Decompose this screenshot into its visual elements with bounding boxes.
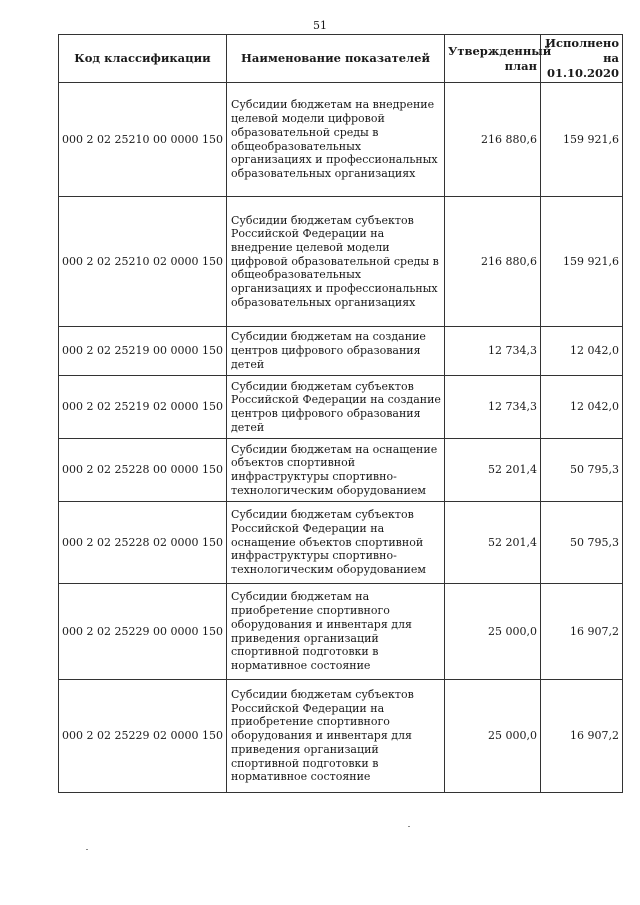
table-row — [59, 376, 623, 439]
row-code: 000 2 02 25228 00 0000 150 — [59, 439, 227, 502]
table-row — [59, 327, 623, 376]
row-executed: 16 907,2 — [541, 584, 623, 680]
row-plan: 216 880,6 — [445, 83, 541, 197]
header-code: Код классификации — [59, 35, 227, 83]
row-code: 000 2 02 25229 00 0000 150 — [59, 584, 227, 680]
row-plan: 25 000,0 — [445, 680, 541, 793]
row-name: Субсидии бюджетам субъектов Российской Федерации на приобретение спортивного оборудования и инвентаря для приведения организаций спортивной подготовки в нормативное состояние — [227, 680, 445, 793]
row-code: 000 2 02 25228 02 0000 150 — [59, 502, 227, 584]
table-row — [59, 439, 623, 502]
table-row — [59, 83, 623, 197]
table-header-row — [59, 35, 623, 83]
row-name: Субсидии бюджетам на создание центров цифрового образования детей — [227, 327, 445, 376]
row-name: Субсидии бюджетам на внедрение целевой модели цифровой образовательной среды в общеобразовательных организациях и профессиональных образовательных организациях — [227, 83, 445, 197]
header-name: Наименование показателей — [227, 35, 445, 83]
header-plan: Утвержденный план — [445, 35, 541, 83]
row-code: 000 2 02 25229 02 0000 150 — [59, 680, 227, 793]
row-plan: 12 734,3 — [445, 327, 541, 376]
row-executed: 50 795,3 — [541, 439, 623, 502]
row-plan: 52 201,4 — [445, 502, 541, 584]
table-row — [59, 584, 623, 680]
page-number: 51 — [313, 19, 327, 32]
row-plan: 52 201,4 — [445, 439, 541, 502]
row-name: Субсидии бюджетам субъектов Российской Федерации на внедрение целевой модели цифровой образовательной среды в общеобразовательных организациях и профессиональных образовательных организациях — [227, 197, 445, 327]
row-code: 000 2 02 25210 02 0000 150 — [59, 197, 227, 327]
row-name: Субсидии бюджетам на приобретение спортивного оборудования и инвентаря для приведения организаций спортивной подготовки в нормативное состояние — [227, 584, 445, 680]
row-executed: 159 921,6 — [541, 197, 623, 327]
row-plan: 216 880,6 — [445, 197, 541, 327]
row-code: 000 2 02 25219 00 0000 150 — [59, 327, 227, 376]
row-executed: 12 042,0 — [541, 376, 623, 439]
row-plan: 12 734,3 — [445, 376, 541, 439]
table-row — [59, 680, 623, 793]
scan-speck — [408, 826, 410, 827]
scan-speck — [86, 849, 88, 850]
row-name: Субсидии бюджетам на оснащение объектов спортивной инфраструктуры спортивно-технологическим оборудованием — [227, 439, 445, 502]
row-plan: 25 000,0 — [445, 584, 541, 680]
row-name: Субсидии бюджетам субъектов Российской Федерации на создание центров цифрового образования детей — [227, 376, 445, 439]
table-row — [59, 502, 623, 584]
row-executed: 12 042,0 — [541, 327, 623, 376]
row-executed: 50 795,3 — [541, 502, 623, 584]
row-executed: 16 907,2 — [541, 680, 623, 793]
header-executed: Исполнено на 01.10.2020 — [541, 35, 623, 83]
budget-table — [58, 34, 623, 793]
row-executed: 159 921,6 — [541, 83, 623, 197]
row-code: 000 2 02 25219 02 0000 150 — [59, 376, 227, 439]
table-row — [59, 197, 623, 327]
row-code: 000 2 02 25210 00 0000 150 — [59, 83, 227, 197]
row-name: Субсидии бюджетам субъектов Российской Федерации на оснащение объектов спортивной инфраструктуры спортивно-технологическим оборудованием — [227, 502, 445, 584]
